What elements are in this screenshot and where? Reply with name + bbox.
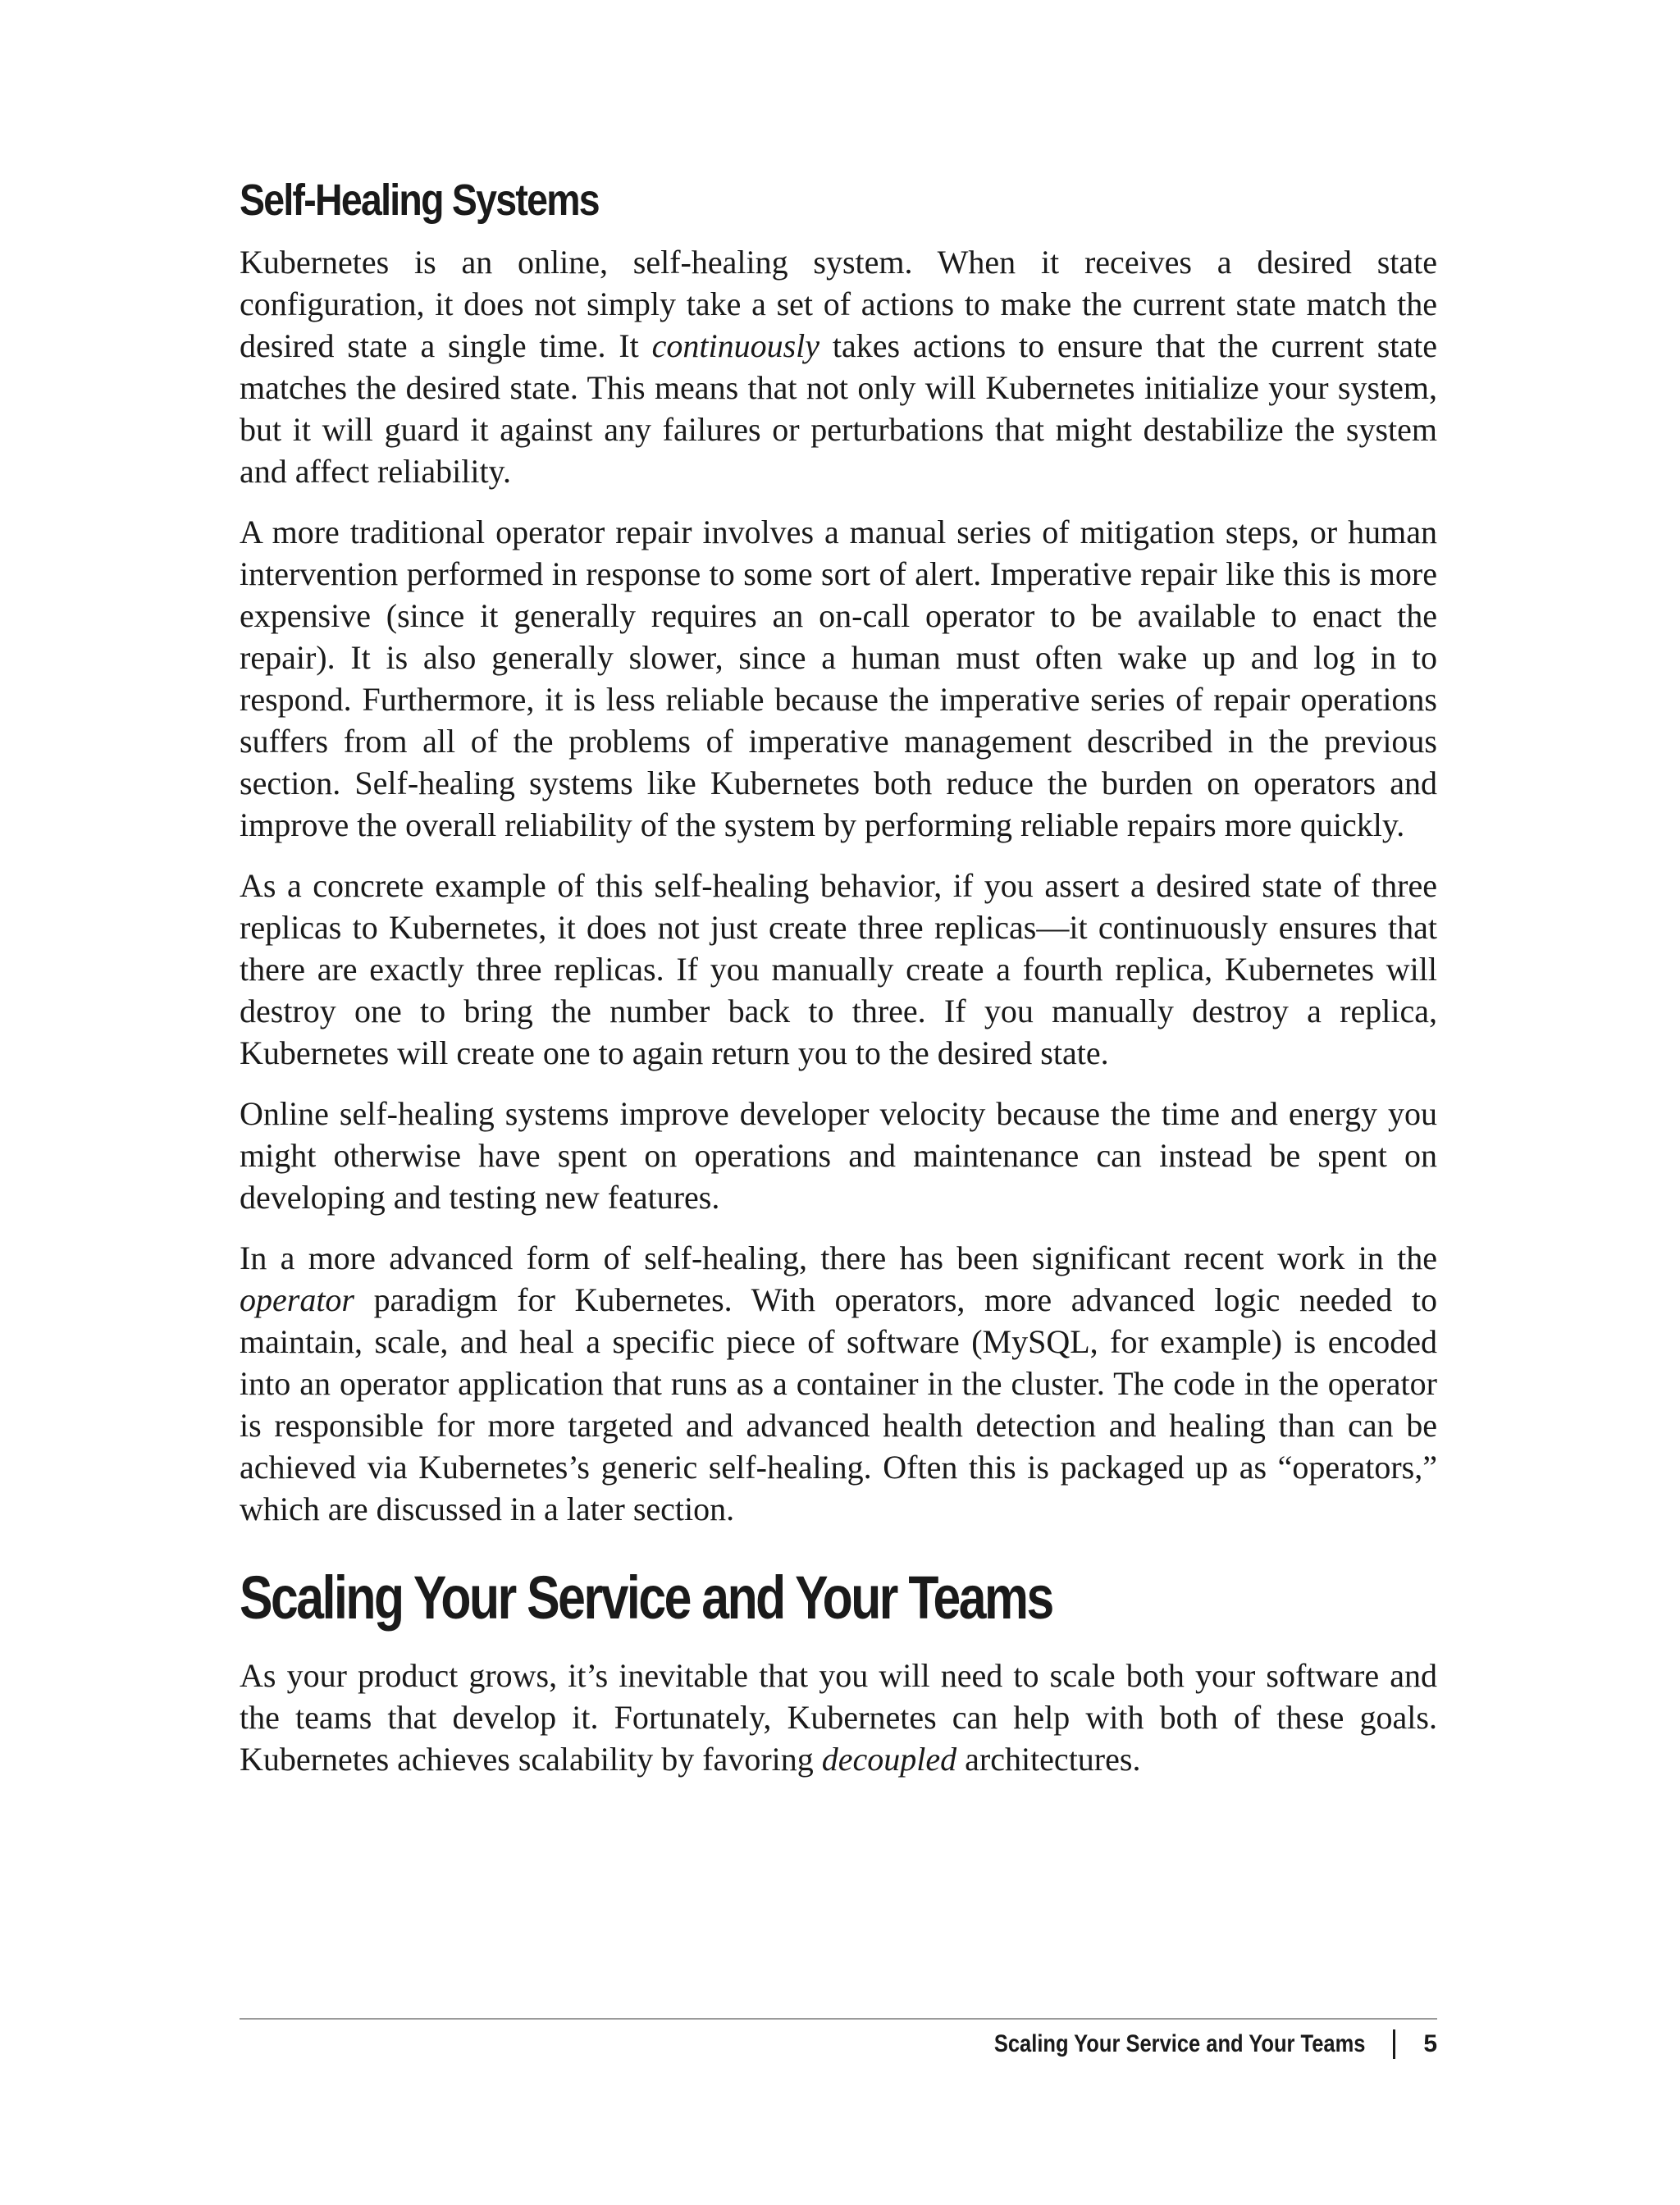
footer-divider xyxy=(240,2018,1437,2020)
paragraph-text: architectures. xyxy=(956,1740,1141,1778)
page-footer xyxy=(929,2029,1437,2059)
section-heading-scaling: Scaling Your Service and Your Teams xyxy=(240,1564,1052,1632)
running-head: Scaling Your Service and Your Teams xyxy=(993,2030,1366,2057)
paragraph-text: As your product grows, it’s inevitable that you will need to scale both your software and the teams that develop it. Fortunately, Kubernetes can help with both of these goals. Kubernetes achieves scalability by favoring xyxy=(240,1656,1437,1778)
emphasis-text: decoupled xyxy=(821,1740,957,1778)
paragraph-text: paradigm for Kubernetes. With operators, more advanced logic needed to maintain, scale, and heal a specific piece of software (MySQL, for example) is encoded into an operator application that runs as a container in the cluster. The code in the operator is responsible for more targeted and advanced health detection and healing than can be achieved via Kubernetes’s generic self-healing. Often this is packaged up as “operators,” which are discussed in a later section. xyxy=(240,1281,1437,1528)
paragraph-text: takes actions to ensure that the current state matches the desired state. This means that not only will Kubernetes initialize your system, but it will guard it against any failures or perturbations that might destabilize the system and affect reliability. xyxy=(240,327,1438,491)
paragraph xyxy=(240,241,1437,492)
emphasis-text: operator xyxy=(240,1281,354,1319)
paragraph: A more traditional operator repair involves a manual series of mitigation steps, or human intervention performed in response to some sort of alert. Imperative repair like this is more expensive (since it generally requires an on-call operator to be available to enact the repair). It is also generally slower, since a human must often wake up and log in to respond. Furthermore, it is less reliable because the imperative series of repair operations suffers from all of the problems of imperative management described in the previous section. Self-healing systems like Kubernetes both reduce the burden on operators and improve the overall reliability of the system by performing reliable repairs more quickly. xyxy=(240,514,1437,844)
paragraph: As a concrete example of this self-healing behavior, if you assert a desired state of three replicas to Kubernetes, it does not just create three replicas—it continuously ensures that there are exactly three replicas. If you manually create a fourth replica, Kubernetes will destroy one to bring the number back to three. If you manually destroy a replica, Kubernetes will create one to again return you to the desired state. xyxy=(240,867,1437,1072)
footer-separator xyxy=(1393,2029,1395,2059)
page-content xyxy=(240,160,1437,1799)
paragraph-text: In a more advanced form of self-healing, there has been significant recent work in the xyxy=(240,1239,1437,1277)
page-number: 5 xyxy=(1423,2030,1437,2057)
paragraph: Online self-healing systems improve developer velocity because the time and energy you might otherwise have spent on operations and maintenance can instead be spent on developing and testing new features. xyxy=(240,1095,1437,1217)
paragraph-text: Kubernetes is an online, self-healing system. When it receives a desired state configuration, it does not simply take a set of actions to make the current state match the desired state a single time. It xyxy=(240,244,1437,365)
section-heading-self-healing: Self-Healing Systems xyxy=(240,176,599,225)
emphasis-text: continuously xyxy=(651,327,820,365)
paragraph xyxy=(240,1655,1437,1780)
paragraph xyxy=(240,1237,1437,1530)
